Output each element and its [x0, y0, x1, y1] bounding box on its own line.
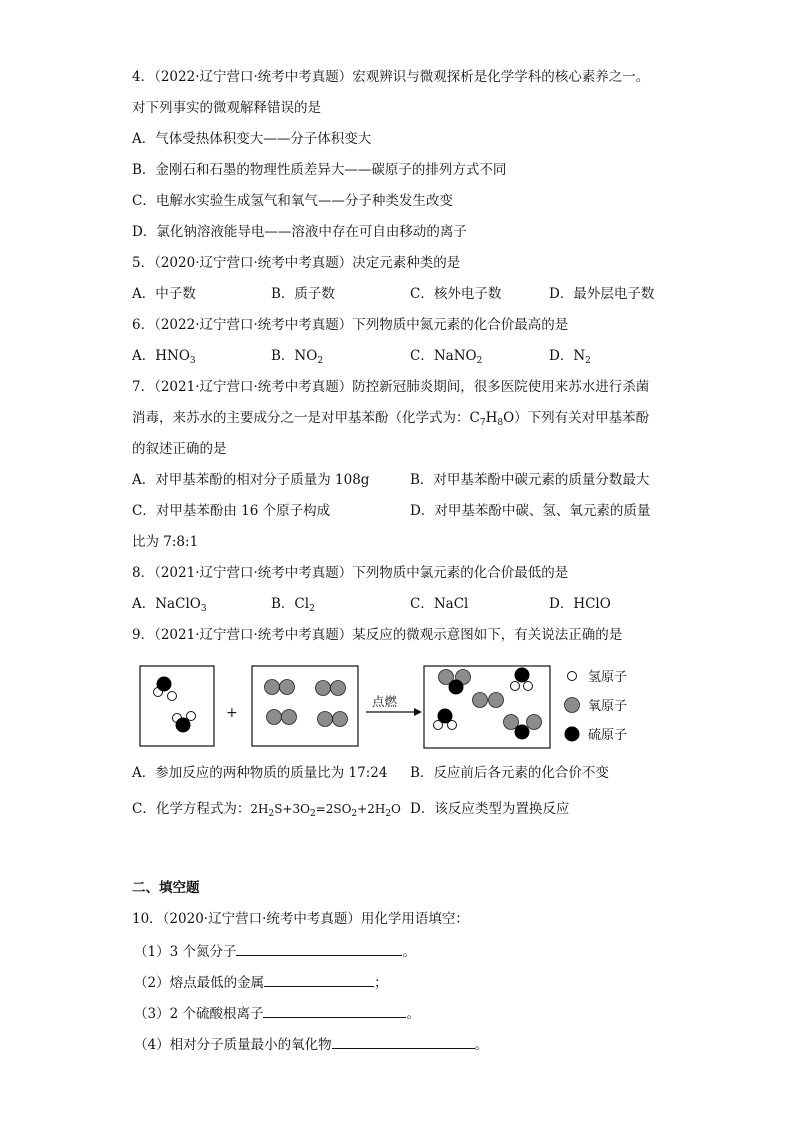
so2-molecule [439, 670, 471, 695]
q10-stem: 10．（2020·辽宁营口·统考中考真题）用化学用语填空： [132, 911, 469, 927]
q7-stem-line1: 7．（2021·辽宁营口·统考中考真题）防控新冠肺炎期间，很多医院使用来苏水进行杀菌 [132, 379, 650, 395]
q9-option-b[interactable]: B．反应前后各元素的化合价不变 [410, 765, 609, 781]
so2-molecule [504, 715, 542, 740]
q9-option-c[interactable]: C．化学方程式为：$2H_2S+3O_2=2SO_2+2H_2O$ [132, 801, 401, 819]
q5-option-b[interactable]: B．质子数 [271, 286, 335, 302]
o2-molecule [473, 693, 504, 708]
q8-option-b[interactable]: B．$Cl_2$ [271, 596, 315, 614]
q4-option-b[interactable]: B．金刚石和石墨的物理性质差异大——碳原子的排列方式不同 [132, 162, 507, 178]
arrow-label: 点燃 [372, 694, 398, 709]
q9-option-d[interactable]: D．该反应类型为置换反应 [410, 801, 570, 817]
reactant-box-1 [140, 666, 214, 746]
q4-option-d[interactable]: D．氯化钠溶液能导电——溶液中存在可自由移动的离子 [132, 224, 467, 240]
q5-stem: 5．（2020·辽宁营口·统考中考真题）决定元素种类的是 [132, 255, 461, 271]
q10-item-4: （4）相对分子质量最小的氧化物 。 [134, 1034, 488, 1054]
q9-stem: 9．（2021·辽宁营口·统考中考真题）某反应的微观示意图如下，有关说法正确的是 [132, 627, 623, 643]
q7-option-c[interactable]: C．对甲基苯酚由 16 个原子构成 [132, 503, 331, 519]
answer-blank-2[interactable] [264, 972, 374, 987]
h2s-molecule [154, 677, 177, 701]
q9-equation: $2H_2S+3O_2=2SO_2+2H_2O$ [250, 802, 401, 819]
arrow-head-icon [414, 708, 422, 716]
q9-option-a[interactable]: A．参加反应的两种物质的质量比为 17:24 [132, 765, 388, 781]
h2o-molecule [434, 709, 457, 730]
q4-stem-line1: 4．（2022·辽宁营口·统考中考真题）宏观辨识与微观探析是化学学科的核心素养之一。 [132, 69, 650, 85]
q6-option-c[interactable]: C．NaNO$_2$ [410, 348, 483, 366]
q7-stem-line2: 消毒，来苏水的主要成分之一是对甲基苯酚（化学式为：$C_7H_8O$）下列有关对甲基苯酚 [132, 410, 650, 428]
q5-option-d[interactable]: D．最外层电子数 [549, 286, 655, 302]
legend-hydrogen-label: 氢原子 [588, 670, 628, 685]
q8-option-d[interactable]: D．HClO [549, 596, 611, 612]
q7-option-a[interactable]: A．对甲基苯酚的相对分子质量为 108g [132, 472, 370, 488]
h2o-molecule [511, 668, 533, 691]
q4-option-c[interactable]: C．电解水实验生成氢气和氧气——分子种类发生改变 [132, 193, 453, 209]
q5-option-a[interactable]: A．中子数 [132, 286, 196, 302]
o2-molecule [267, 710, 297, 725]
h2s-molecule [173, 712, 196, 733]
q5-option-c[interactable]: C．核外电子数 [410, 286, 502, 302]
q4-option-a[interactable]: A．气体受热体积变大——分子体积变大 [132, 131, 372, 147]
q10-item-1: （1）3 个氮分子 。 [134, 941, 416, 961]
legend-hydrogen [568, 670, 628, 685]
answer-blank-4[interactable] [332, 1034, 475, 1049]
legend-sulfur [565, 727, 628, 744]
plus-sign: + [226, 705, 238, 721]
q7-stem-line3: 的叙述正确的是 [132, 441, 227, 457]
section-heading: 二、填空题 [132, 880, 200, 896]
legend-oxygen-label: 氧原子 [588, 699, 628, 714]
q7-option-b[interactable]: B．对甲基苯酚中碳元素的质量分数最大 [410, 472, 650, 488]
o2-molecule [265, 680, 295, 695]
q6-option-a[interactable]: A．$HNO_3$ [132, 348, 196, 366]
q10-item-2: （2）熔点最低的金属 ； [134, 972, 388, 992]
q4-stem-line2: 对下列事实的微观解释错误的是 [132, 100, 321, 116]
q6-stem: 6．（2022·辽宁营口·统考中考真题）下列物质中氮元素的化合价最高的是 [132, 317, 569, 333]
q6-option-d[interactable]: D．$N_2$ [549, 348, 591, 366]
q8-option-a[interactable]: A．NaClO$_3$ [132, 596, 207, 614]
q6-option-b[interactable]: B．$NO_2$ [271, 348, 324, 366]
q10-item-3: （3）2 个硫酸根离子 。 [134, 1003, 420, 1023]
legend-sulfur-label: 硫原子 [588, 728, 628, 743]
legend-oxygen [565, 698, 628, 715]
q7-option-d[interactable]: D．对甲基苯酚中碳、氢、氧元素的质量 [410, 503, 651, 519]
answer-blank-1[interactable] [236, 941, 402, 956]
reaction-diagram [130, 660, 650, 752]
q8-stem: 8．（2021·辽宁营口·统考中考真题）下列物质中氯元素的化合价最低的是 [132, 565, 569, 581]
o2-molecule [316, 681, 346, 696]
q8-option-c[interactable]: C．NaCl [410, 596, 469, 612]
answer-blank-3[interactable] [263, 1003, 406, 1018]
q7-option-d-cont: 比为 7:8:1 [132, 534, 199, 550]
o2-molecule [318, 712, 348, 727]
reactant-box-2 [252, 666, 358, 746]
